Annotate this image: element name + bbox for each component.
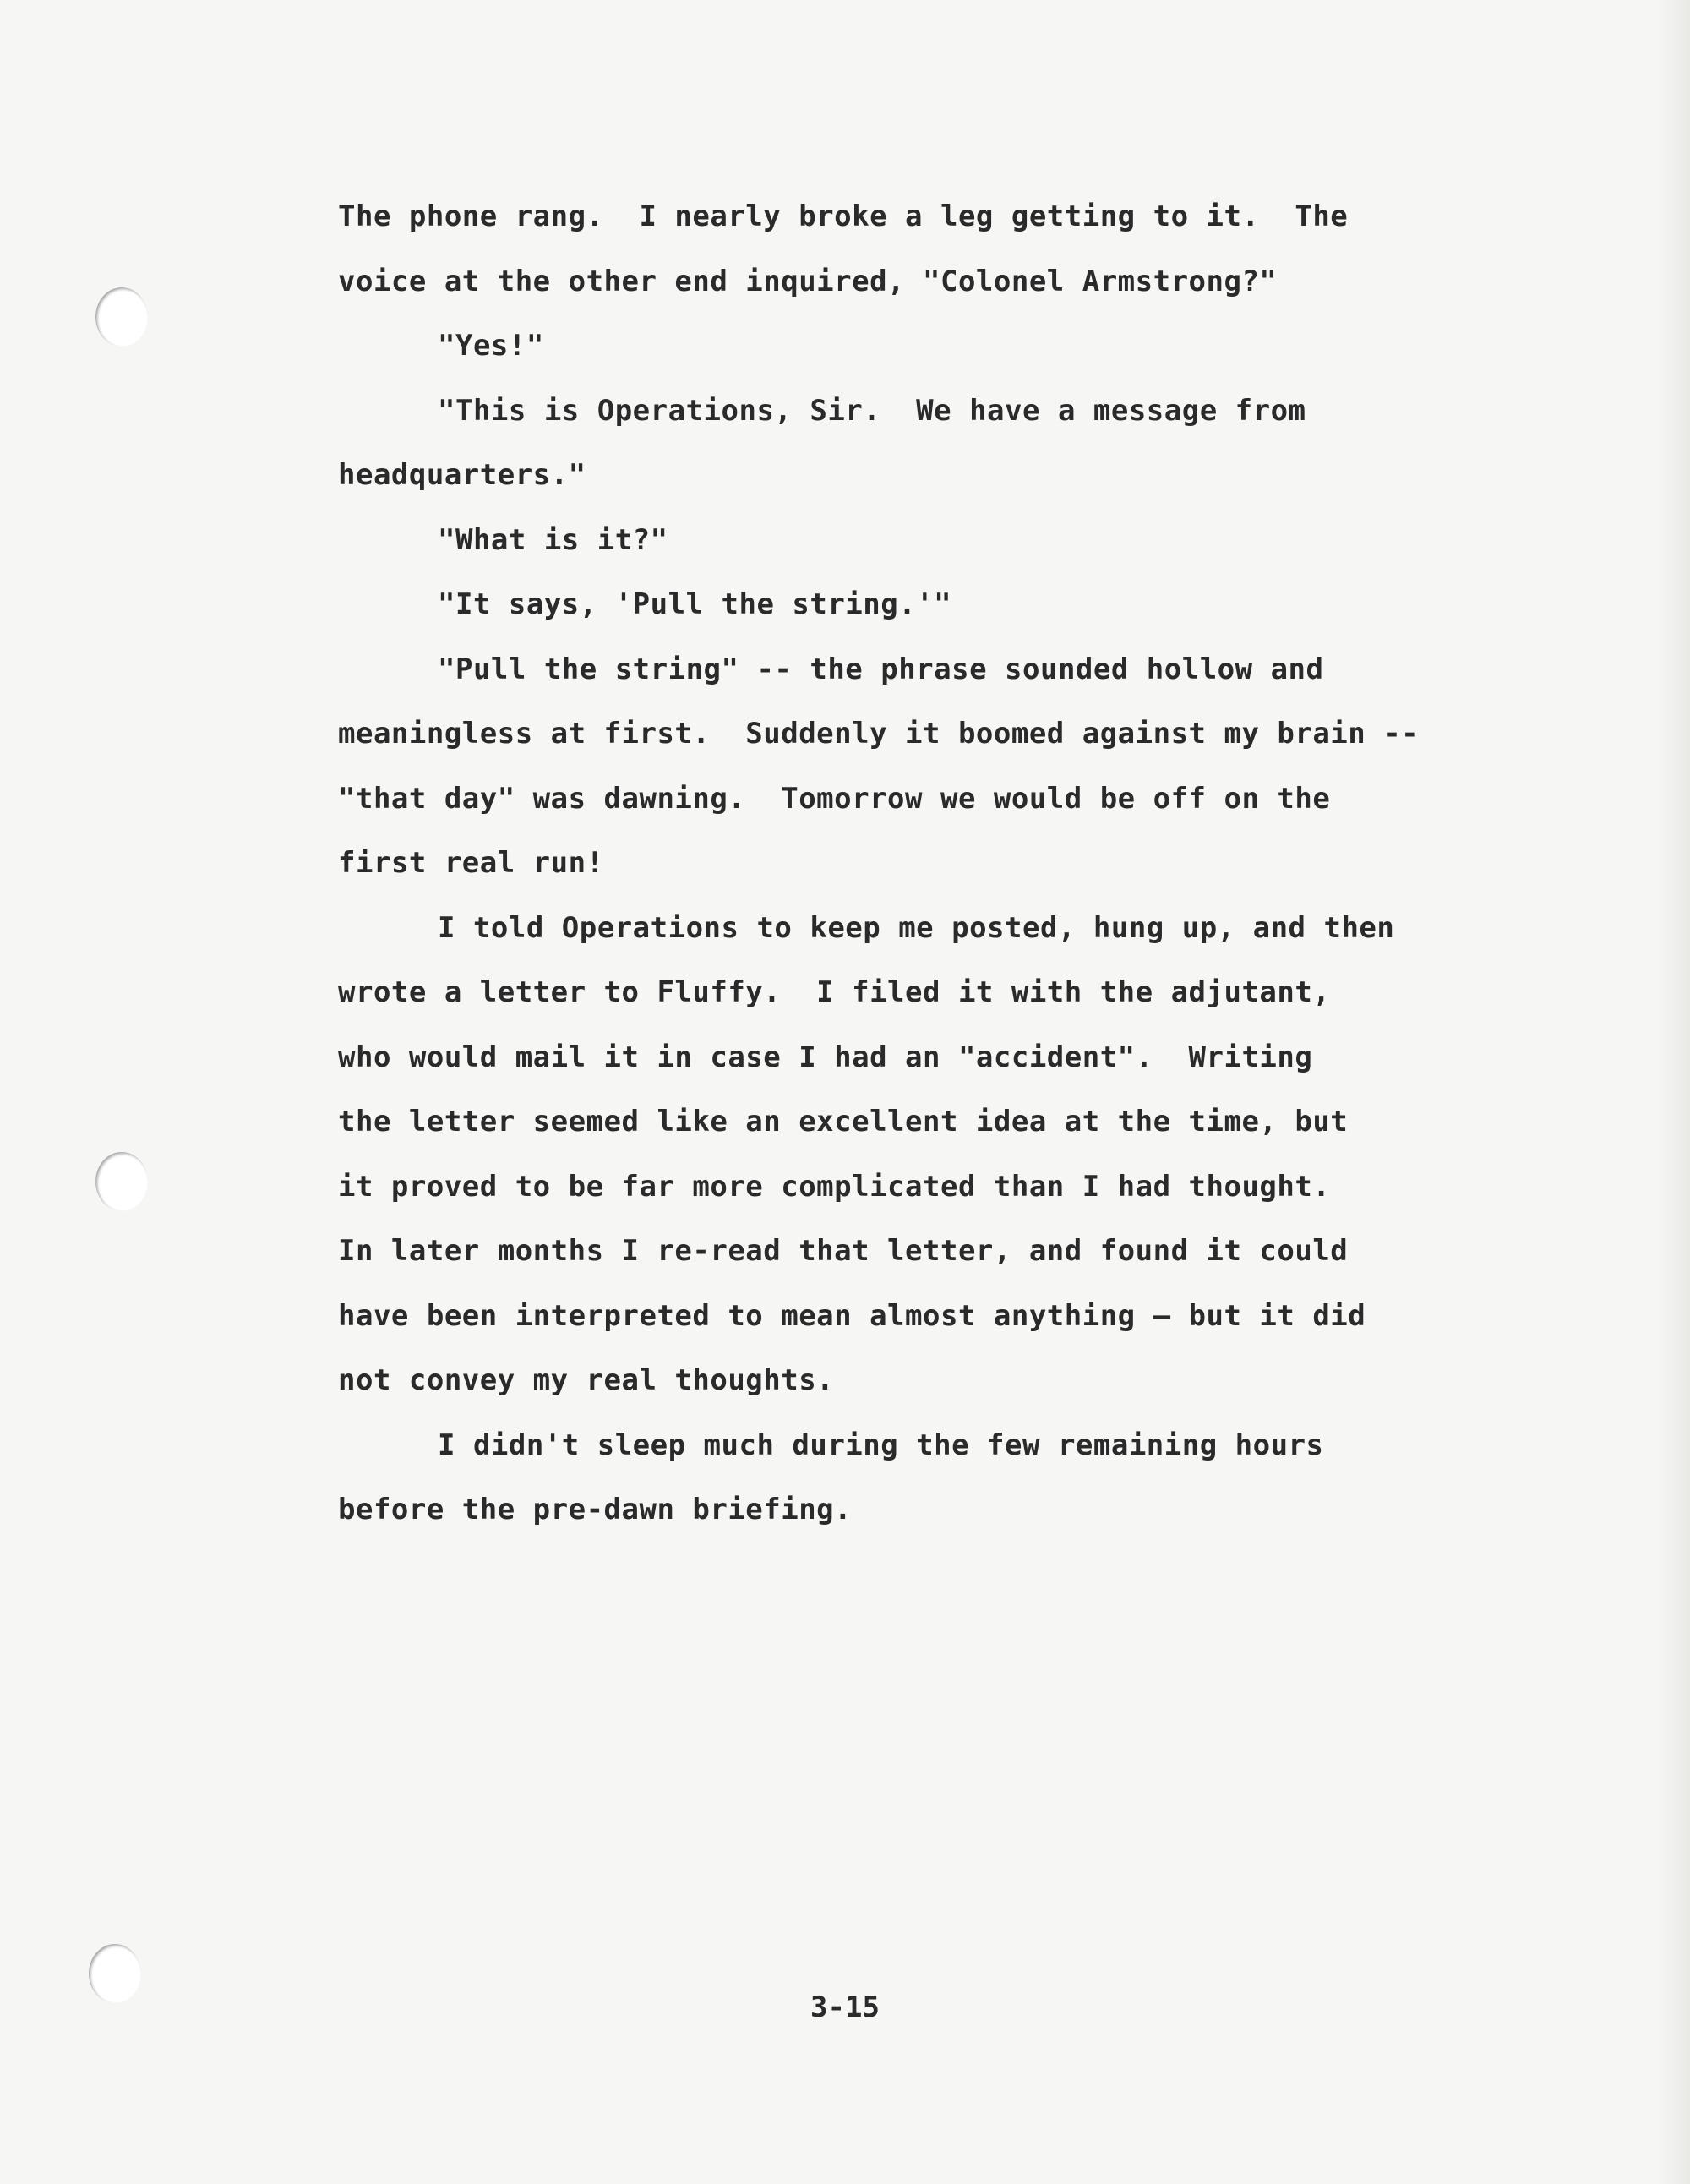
text-line: In later months I re-read that letter, and found it could <box>338 1234 1349 1268</box>
text-line: meaningless at first. Suddenly it boomed against my brain -- <box>338 717 1420 751</box>
punch-hole-top <box>95 287 148 347</box>
text-line: "What is it?" <box>438 522 668 557</box>
text-line: before the pre-dawn briefing. <box>338 1493 853 1526</box>
text-line: not convey my real thoughts. <box>338 1363 835 1397</box>
text-line: wrote a letter to Fluffy. I filed it with the adjutant, <box>338 975 1331 1009</box>
text-line: have been interpreted to mean almost anything — but it did <box>338 1298 1366 1333</box>
text-line: I didn't sleep much during the few remaining hours <box>438 1428 1324 1462</box>
punch-hole-bottom <box>89 1944 141 2003</box>
body-text <box>338 184 1538 1542</box>
page-edge-shadow <box>1656 0 1690 2184</box>
page-number: 3-15 <box>810 1990 880 2024</box>
text-line: first real run! <box>338 846 604 880</box>
text-line: "Yes!" <box>438 329 544 363</box>
text-line: voice at the other end inquired, "Colonel Armstrong?" <box>338 264 1278 298</box>
text-line: headquarters." <box>338 458 586 492</box>
text-line: it proved to be far more complicated than I had thought. <box>338 1169 1331 1204</box>
punch-hole-middle <box>95 1152 148 1211</box>
text-line: "This is Operations, Sir. We have a message from <box>438 393 1306 428</box>
text-line: the letter seemed like an excellent idea at the time, but <box>338 1105 1349 1138</box>
text-line: who would mail it in case I had an "accident". Writing <box>338 1040 1313 1074</box>
text-line: "It says, 'Pull the string.'" <box>438 587 952 621</box>
text-line: "that day" was dawning. Tomorrow we would be off on the <box>338 781 1331 816</box>
text-line: The phone rang. I nearly broke a leg getting to it. The <box>338 199 1349 233</box>
text-line: "Pull the string" -- the phrase sounded hollow and <box>438 652 1324 686</box>
text-line: I told Operations to keep me posted, hung up, and then <box>438 910 1395 945</box>
